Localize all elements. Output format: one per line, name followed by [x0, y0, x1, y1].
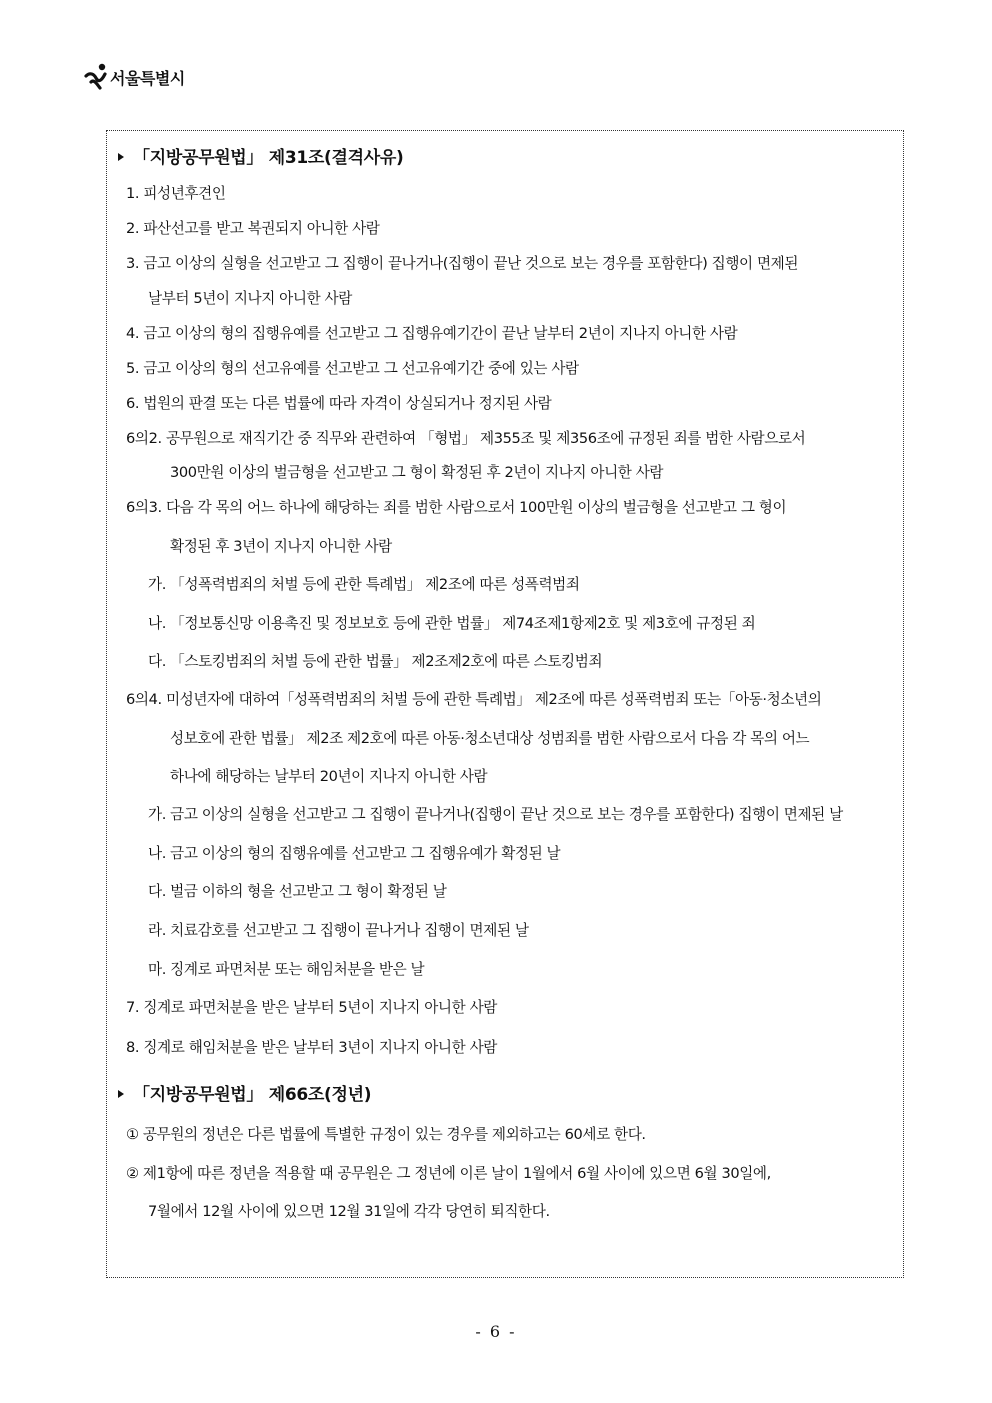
list-item: 6의2. 공무원으로 재직기간 중 직무와 관련하여 「형법」 제355조 및 제356조에 규정된 죄를 범한 사람으로서: [126, 430, 806, 447]
org-name: 서울특별시: [110, 68, 185, 88]
list-item: 3. 금고 이상의 실형을 선고받고 그 집행이 끝나거나(집행이 끝난 것으로 보는 경우를 포함한다) 집행이 면제된: [126, 255, 799, 272]
list-item: 6. 법원의 판결 또는 다른 법률에 따라 자격이 상실되거나 정지된 사람: [126, 395, 552, 412]
triangle-bullet-icon: [118, 1090, 124, 1098]
page-number: - 6 -: [475, 1322, 517, 1341]
list-item: 6의4. 미성년자에 대하여「성폭력범죄의 처벌 등에 관한 특례법」 제2조에 따른 성폭력범죄 또는「아동·청소년의: [126, 691, 822, 708]
list-item: 8. 징계로 해임처분을 받은 날부터 3년이 지나지 아니한 사람: [126, 1039, 497, 1056]
sub-item: 다. 벌금 이하의 형을 선고받고 그 형이 확정된 날: [148, 883, 447, 900]
list-item: 2. 파산선고를 받고 복권되지 아니한 사람: [126, 220, 380, 237]
section-heading-article-66: 「지방공무원법」 제66조(정년): [118, 1085, 371, 1105]
list-item: 5. 금고 이상의 형의 선고유예를 선고받고 그 선고유예기간 중에 있는 사람: [126, 360, 579, 377]
list-item-continuation: 하나에 해당하는 날부터 20년이 지나지 아니한 사람: [170, 768, 488, 785]
sub-item: 다. 「스토킹범죄의 처벌 등에 관한 법률」 제2조제2호에 따른 스토킹범죄: [148, 653, 603, 670]
sub-item: 나. 「정보통신망 이용촉진 및 정보보호 등에 관한 법률」 제74조제1항제2호 및 제3호에 규정된 죄: [148, 615, 756, 632]
list-item: ① 공무원의 정년은 다른 법률에 특별한 규정이 있는 경우를 제외하고는 60세로 한다.: [126, 1126, 646, 1143]
list-item-continuation: 300만원 이상의 벌금형을 선고받고 그 형이 확정된 후 2년이 지나지 아니한 사람: [170, 464, 664, 481]
list-item: ② 제1항에 따른 정년을 적용할 때 공무원은 그 정년에 이른 날이 1월에서 6월 사이에 있으면 6월 30일에,: [126, 1165, 771, 1182]
seoul-logo-icon: [84, 62, 108, 92]
list-item: 4. 금고 이상의 형의 집행유예를 선고받고 그 집행유예기간이 끝난 날부터 2년이 지나지 아니한 사람: [126, 325, 738, 342]
sub-item: 가. 금고 이상의 실형을 선고받고 그 집행이 끝나거나(집행이 끝난 것으로 보는 경우를 포함한다) 집행이 면제된 날: [148, 806, 843, 823]
list-item: 6의3. 다음 각 목의 어느 하나에 해당하는 죄를 범한 사람으로서 100만원 이상의 벌금형을 선고받고 그 형이: [126, 499, 787, 516]
list-item-continuation: 7월에서 12월 사이에 있으면 12월 31일에 각각 당연히 퇴직한다.: [148, 1203, 550, 1220]
section-heading-article-31: 「지방공무원법」 제31조(결격사유): [118, 148, 403, 168]
sub-item: 나. 금고 이상의 형의 집행유예를 선고받고 그 집행유예가 확정된 날: [148, 845, 561, 862]
triangle-bullet-icon: [118, 153, 124, 161]
list-item-continuation: 성보호에 관한 법률」 제2조 제2호에 따른 아동·청소년대상 성범죄를 범한 사람으로서 다음 각 목의 어느: [170, 730, 810, 747]
list-item: 7. 징계로 파면처분을 받은 날부터 5년이 지나지 아니한 사람: [126, 999, 497, 1016]
list-item: 1. 피성년후견인: [126, 185, 226, 202]
page-header: [84, 60, 185, 94]
sub-item: 라. 치료감호를 선고받고 그 집행이 끝나거나 집행이 면제된 날: [148, 922, 529, 939]
sub-item: 마. 징계로 파면처분 또는 해임처분을 받은 날: [148, 961, 425, 978]
sub-item: 가. 「성폭력범죄의 처벌 등에 관한 특례법」 제2조에 따른 성폭력범죄: [148, 576, 580, 593]
list-item-continuation: 날부터 5년이 지나지 아니한 사람: [148, 290, 352, 307]
list-item-continuation: 확정된 후 3년이 지나지 아니한 사람: [170, 538, 392, 555]
